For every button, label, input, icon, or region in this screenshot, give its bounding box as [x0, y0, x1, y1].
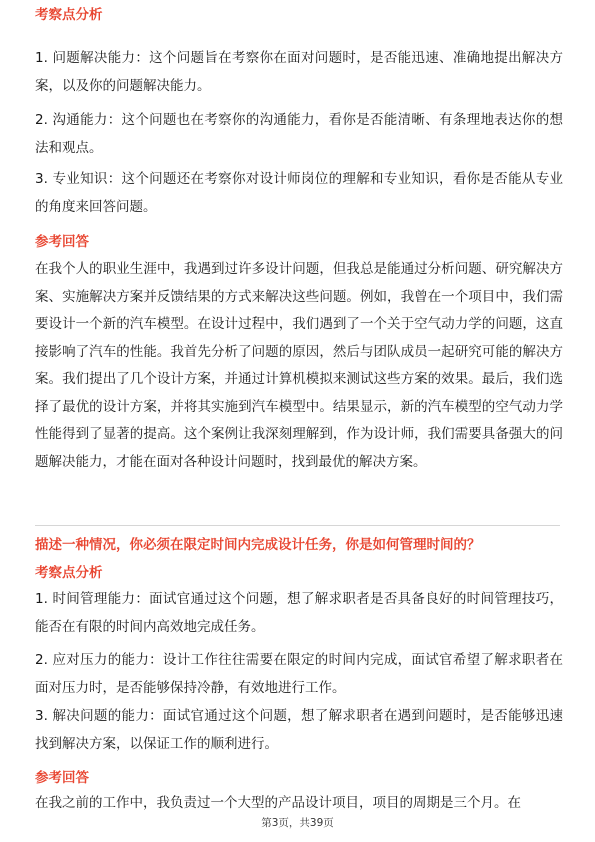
answer-text-1: 在我个人的职业生涯中，我遇到过许多设计问题，但我总是能通过分析问题、研究解决方案、实施解决方案并反馈结果的方式来解决这些问题。例如，我曾在一个项目中，我们需要设计一个新的汽车模型。在设计过程中，我们遇到了一个关于空气动力学的问题，这直接影响了汽车的性能。我首先分析了问题的原因，然后与团队成员一起研究可能的解决方案。我们提出了几个设计方案，并通过计算机模拟来测试这些方案的效果。最后，我们选择了最优的设计方案，并将其实施到汽车模型中。结果显示，新的汽车模型的空气动力学性能得到了显著的提高。这个案例让我深刻理解到，作为设计师，我们需要具备强大的问题解决能力，才能在面对各种设计问题时，找到最优的解决方案。 — [35, 261, 563, 470]
section-divider — [35, 525, 560, 526]
analysis-item-2-1: 1. 时间管理能力：面试官通过这个问题，想了解求职者是否具备良好的时间管理技巧，能否在有限的时间内高效地完成任务。 — [35, 591, 563, 635]
analysis-heading-2: 考察点分析 — [35, 565, 103, 581]
analysis-item-1-3: 3. 专业知识：这个问题还在考察你对设计师岗位的理解和专业知识，看你是否能从专业的角度来回答问题。 — [35, 171, 563, 215]
analysis-item-1-1: 1. 问题解决能力：这个问题旨在考察你在面对问题时，是否能迅速、准确地提出解决方案，以及你的问题解决能力。 — [35, 50, 563, 94]
question-heading-2: 描述一种情况，你必须在限定时间内完成设计任务，你是如何管理时间的？ — [35, 537, 481, 553]
analysis-item-2-3: 3. 解决问题的能力：面试官通过这个问题，想了解求职者在遇到问题时，是否能够迅速找到解决方案，以保证工作的顺利进行。 — [35, 708, 563, 752]
answer-heading-1: 参考回答 — [35, 234, 89, 250]
analysis-item-1-2: 2. 沟通能力：这个问题也在考察你的沟通能力，看你是否能清晰、有条理地表达你的想法和观点。 — [35, 112, 563, 156]
analysis-item-2-2: 2. 应对压力的能力：设计工作往往需要在限定的时间内完成，面试官希望了解求职者在面对压力时，是否能够保持冷静，有效地进行工作。 — [35, 652, 563, 696]
answer-heading-2: 参考回答 — [35, 770, 89, 786]
analysis-heading-1: 考察点分析 — [35, 7, 103, 23]
answer-text-2: 在我之前的工作中，我负责过一个大型的产品设计项目，项目的周期是三个月。在 — [35, 795, 521, 811]
page-number: 第3页，共39页 — [261, 817, 334, 829]
